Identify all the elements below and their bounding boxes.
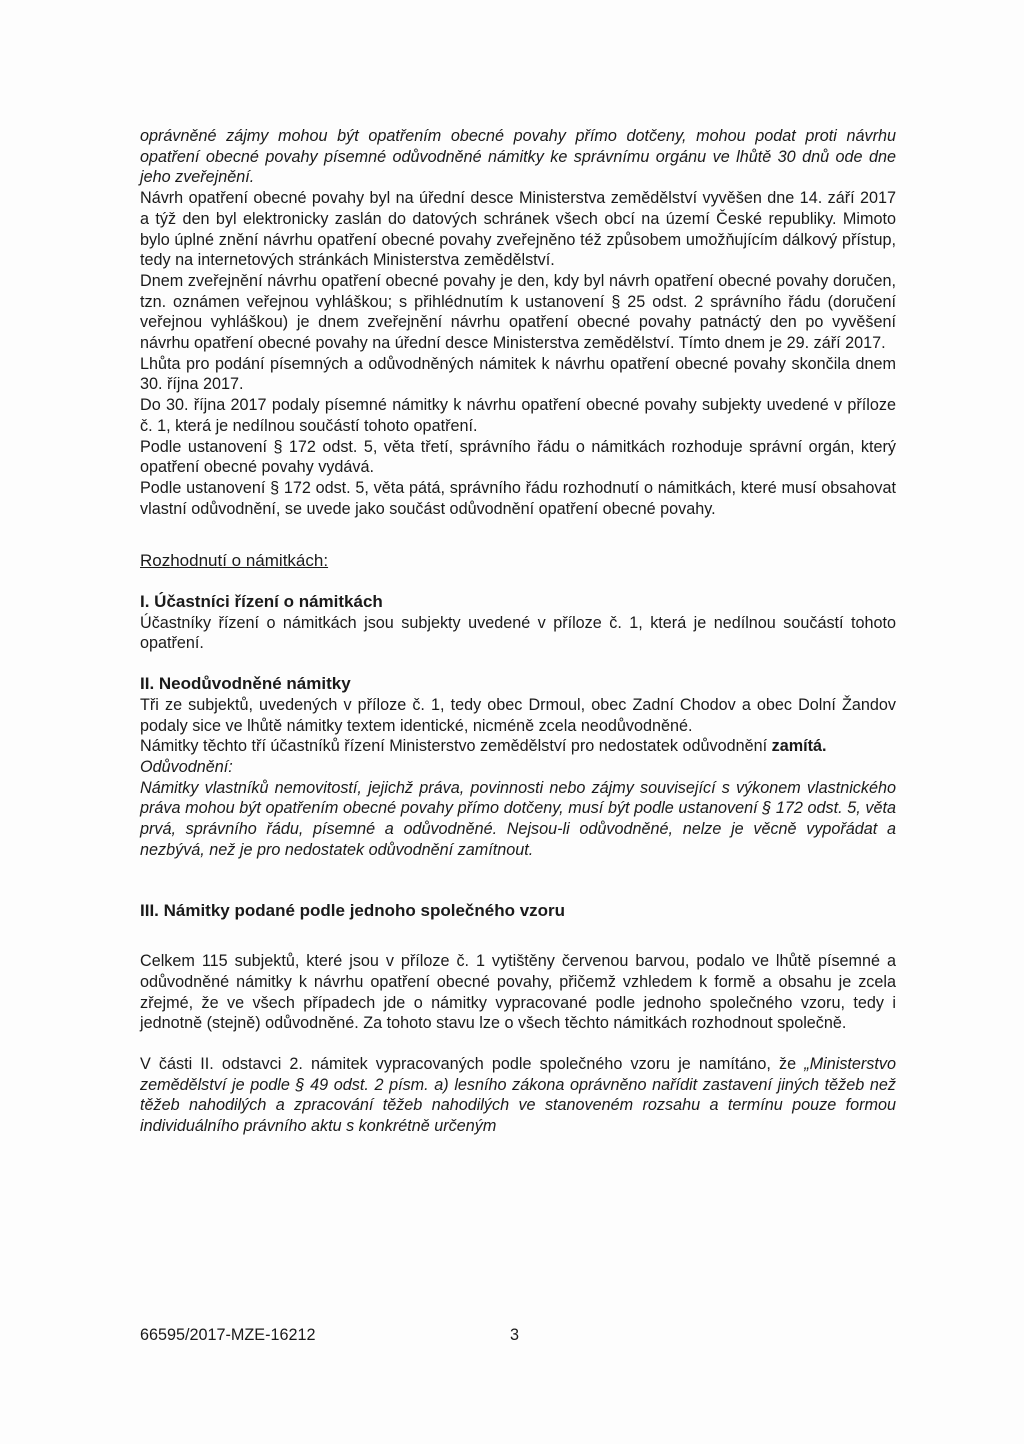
page-number: 3 <box>510 1326 520 1344</box>
sec2-heading: II. Neodůvodněné námitky <box>140 674 351 694</box>
section-title: Rozhodnutí o námitkách: <box>140 551 329 571</box>
sec1-text: Účastníky řízení o námitkách jsou subjekty uvedené v příloze č. 1, která je nedílnou součástí tohoto opatření. <box>140 613 896 653</box>
paragraph-authority: Podle ustanovení § 172 odst. 5, věta třetí, správního řádu o námitkách rozhoduje správní orgán, který opatření obecné povahy vydává. <box>140 437 896 477</box>
sec1-heading: I. Účastníci řízení o námitkách <box>140 592 383 612</box>
paragraph-intro-italic: oprávněné zájmy mohou být opatřením obecné povahy přímo dotčeny, mohou podat proti návrhu opatření obecné povahy písemné odůvodněné námitky ke správnímu orgánu ve lhůtě 30 dnů ode dne jeho zveřejnění. <box>140 127 896 187</box>
sec3-text1: Celkem 115 subjektů, které jsou v příloze č. 1 vytištěny červenou barvou, podalo ve lhůtě písemné a odůvodněné námitky k návrhu opatření obecné povahy, přičemž vzhledem k formě a obsahu je zcela zřejmé, že ve všech případech jde o námitky vypracované podle jednoho společného vzoru, tedy i jednotně (stejně) odůvodněné. Za tohoto stavu lze o všech těchto námitkách rozhodnout společně. <box>140 952 896 1033</box>
document-body <box>140 126 896 1137</box>
paragraph-publication-date: Dnem zveřejnění návrhu opatření obecné povahy je den, kdy byl návrh opatření obecné povahy doručen, tzn. oznámen veřejnou vyhláškou; s přihlédnutím k ustanovení § 25 odst. 2 správního řádu (doručení veřejnou vyhláškou) je dnem zveřejnění návrhu opatření obecné povahy patnáctý den po vyvěšení návrhu opatření obecné povahy na úřední desce Ministerstva zemědělství. Tímto dnem je 29. září 2017. <box>140 271 896 353</box>
sec2-reason-text: Námitky vlastníků nemovitostí, jejichž práva, povinnosti nebo zájmy související s výkonem vlastnického práva mohou být opatřením obecné povahy přímo dotčeny, musí být podle ustanovení § 172 odst. 5, věta prvá, správního řádu, písemné a odůvodněné. Nejsou-li odůvodněné, nelze je věcně vypořádat a nezbývá, než je pro nedostatek odůvodnění zamítnout. <box>140 778 896 859</box>
sec2-text1: Tři ze subjektů, uvedených v příloze č. 1, tedy obec Drmoul, obec Zadní Chodov a obec Dolní Žandov podaly sice ve lhůtě námitky textem identické, nicméně zcela neodůvodněné. <box>140 695 896 735</box>
paragraph-objections-submitted: Do 30. října 2017 podaly písemné námitky k návrhu opatření obecné povahy subjekty uvedené v příloze č. 1, která je nedílnou součástí tohoto opatření. <box>140 396 896 435</box>
sec2-reason-label: Odůvodnění: <box>140 757 233 776</box>
paragraph-publication: Návrh opatření obecné povahy byl na úřední desce Ministerstva zemědělství vyvěšen dne 14. září 2017 a týž den byl elektronicky zaslán do datových schránek všech obcí na území České republiky. Mimoto bylo úplné znění návrhu opatření obecné povahy zveřejněno též způsobem umožňujícím dálkový přístup, tedy na internetových stránkách Ministerstva zemědělství. <box>140 189 896 270</box>
sec3-text2: V části II. odstavci 2. námitek vypracovaných podle společného vzoru je namítáno, že „Ministerstvo zemědělství je podle § 49 odst. 2 písm. a) lesního zákona oprávněno nařídit zastavení jiných těžeb než těžeb nahodilých a zpracování těžeb nahodilých ve stanoveném rozsahu a termínu pouze formou individuálního právního aktu s konkrétně určeným <box>140 1055 896 1136</box>
document-code: 66595/2017-MZE-16212 <box>140 1326 316 1344</box>
paragraph-deadline: Lhůta pro podání písemných a odůvodněných námitek k návrhu opatření obecné povahy skončila dnem 30. října 2017. <box>140 354 896 394</box>
paragraph-decision-content: Podle ustanovení § 172 odst. 5, věta pátá, správního řádu rozhodnutí o námitkách, které musí obsahovat vlastní odůvodnění, se uvede jako součást odůvodnění opatření obecné povahy. <box>140 478 896 518</box>
sec3-heading: III. Námitky podané podle jednoho společného vzoru <box>140 900 566 920</box>
sec2-text2: Námitky těchto tří účastníků řízení Ministerstvo zemědělství pro nedostatek odůvodnění zamítá. <box>140 737 827 756</box>
